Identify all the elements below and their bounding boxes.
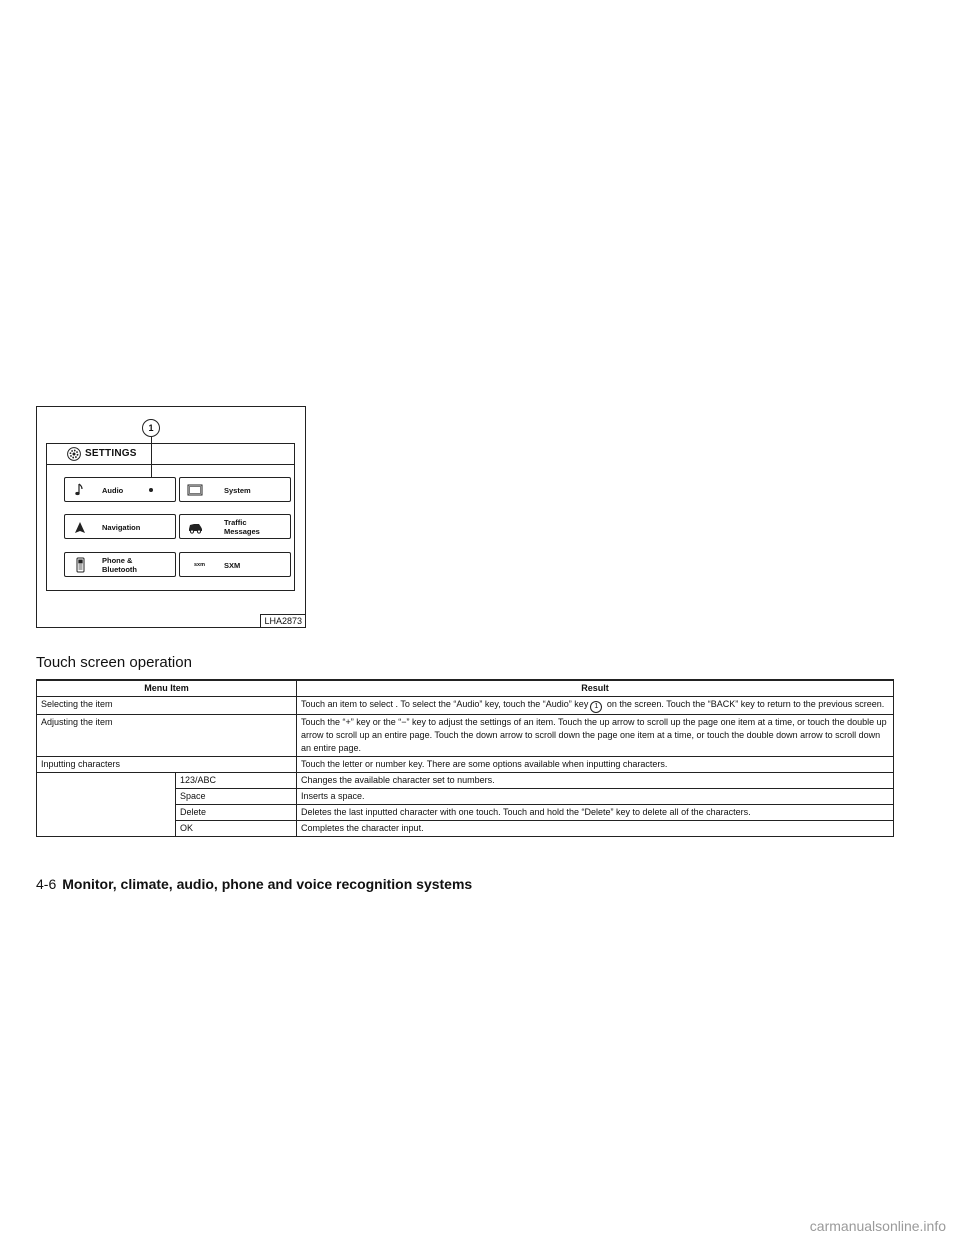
sub-key: OK (176, 821, 297, 837)
result-text-pre: Touch an item to select . To select the “Audio” key, touch the “Audio” key (301, 699, 589, 709)
traffic-messages-label: Traffic Messages (224, 518, 260, 536)
screen-header (47, 444, 294, 465)
chapter-title: Monitor, climate, audio, phone and voice recognition systems (62, 876, 473, 892)
callout-dot (149, 488, 153, 492)
table-row (37, 773, 894, 789)
sub-key: Space (176, 789, 297, 805)
music-note-icon (71, 482, 89, 498)
navigation-label: Navigation (102, 523, 141, 532)
section-title: Touch screen operation (36, 654, 192, 671)
navigation-arrow-icon (71, 519, 89, 535)
page-number: 4-6 (36, 876, 57, 892)
page-footer (36, 876, 472, 892)
sub-result: Inserts a space. (297, 789, 894, 805)
watermark: carmanualsonline.info (809, 1218, 946, 1234)
table-row (37, 757, 894, 773)
audio-button[interactable] (64, 477, 176, 502)
navigation-button[interactable] (64, 514, 176, 539)
callout-1: 1 (142, 419, 160, 437)
row-item: Inputting characters (37, 757, 297, 773)
result-text-post: on the screen. Touch the “BACK” key to return to the previous screen. (604, 699, 885, 709)
phone-bluetooth-button[interactable] (64, 552, 176, 577)
screen-title: SETTINGS (85, 448, 137, 459)
phone-bluetooth-label: Phone & Bluetooth (102, 556, 137, 574)
figure-code: LHA2873 (260, 614, 305, 627)
callout-1-inline: 1 (590, 701, 602, 713)
monitor-icon (186, 482, 204, 498)
system-label: System (224, 486, 251, 495)
settings-screen (46, 443, 295, 591)
sub-result: Deletes the last inputted character with one touch. Touch and hold the “Delete” key to delete all of the characters. (297, 805, 894, 821)
sxm-label: SXM (224, 561, 241, 570)
table-row (37, 715, 894, 757)
row-result: Touch the “+” key or the “−” key to adjust the settings of an item. Touch the up arrow to scroll up the page one item at a time, or touch the double up arrow to scroll up an entire page. Touch the down arrow to scroll down the page one item at a time, or touch the double down arrow to scroll down an entire page. (297, 715, 894, 757)
sub-key: Delete (176, 805, 297, 821)
settings-figure (36, 406, 306, 628)
sxm-button[interactable] (179, 552, 291, 577)
gear-icon (67, 447, 81, 461)
sub-key: 123/ABC (176, 773, 297, 789)
header-menu-item: Menu Item (37, 680, 297, 697)
operations-table (36, 679, 894, 837)
traffic-messages-button[interactable] (179, 514, 291, 539)
table-row (37, 697, 894, 715)
row-result: Touch the letter or number key. There are some options available when inputting characters. (297, 757, 894, 773)
table-header-row (37, 680, 894, 697)
car-icon (186, 519, 204, 535)
sxm-logo-icon: sxm (194, 562, 206, 568)
phone-icon (71, 557, 89, 573)
header-result: Result (297, 680, 894, 697)
row-result (297, 697, 894, 715)
sub-result: Completes the character input. (297, 821, 894, 837)
row-item: Selecting the item (37, 697, 297, 715)
row-item: Adjusting the item (37, 715, 297, 757)
sub-result: Changes the available character set to numbers. (297, 773, 894, 789)
system-button[interactable] (179, 477, 291, 502)
audio-label: Audio (102, 486, 124, 495)
sub-spacer (37, 773, 176, 837)
